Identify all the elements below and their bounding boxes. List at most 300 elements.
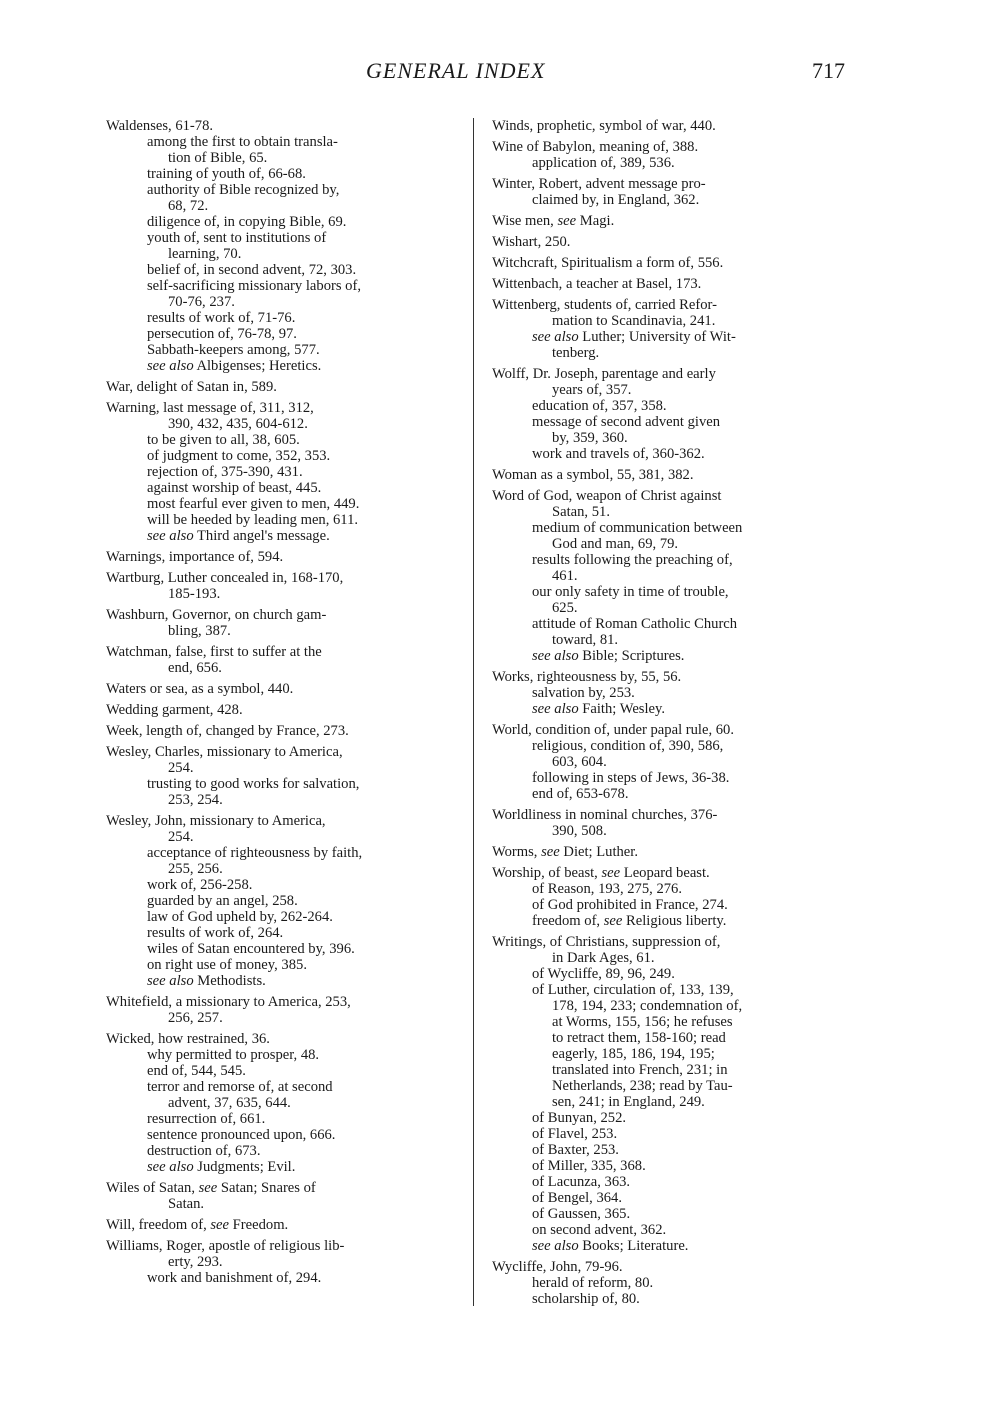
index-entry bbox=[106, 549, 461, 565]
index-entry bbox=[106, 1238, 461, 1286]
index-text: why permitted to prosper, 48. bbox=[147, 1047, 320, 1063]
index-text: application of, 389, 536. bbox=[532, 155, 675, 171]
index-line bbox=[492, 504, 849, 520]
index-text: Netherlands, 238; read by Tau- bbox=[552, 1078, 733, 1094]
index-text: Judgments; Evil. bbox=[193, 1159, 296, 1175]
index-text: Satan; Snares of bbox=[217, 1180, 316, 1196]
index-text: belief of, in second advent, 72, 303. bbox=[147, 262, 357, 278]
index-entry bbox=[106, 118, 461, 374]
index-line bbox=[492, 255, 849, 271]
index-text: training of youth of, 66-68. bbox=[147, 166, 306, 182]
index-line bbox=[106, 644, 461, 660]
index-line bbox=[106, 1180, 461, 1196]
index-line bbox=[492, 616, 849, 632]
index-line bbox=[106, 198, 461, 214]
index-text: to be given to all, 38, 605. bbox=[147, 432, 300, 448]
index-line bbox=[106, 957, 461, 973]
index-text: tenberg. bbox=[552, 345, 600, 361]
index-column-left bbox=[106, 118, 461, 1291]
index-text: Luther; University of Wit- bbox=[578, 329, 736, 345]
index-line bbox=[106, 166, 461, 182]
index-text: self-sacrificing missionary labors of, bbox=[147, 278, 361, 294]
index-line bbox=[106, 760, 461, 776]
index-line bbox=[492, 313, 849, 329]
index-line bbox=[492, 297, 849, 313]
index-text: of Gaussen, 365. bbox=[532, 1206, 631, 1222]
index-text: destruction of, 673. bbox=[147, 1143, 261, 1159]
index-line bbox=[492, 1094, 849, 1110]
index-column-right bbox=[492, 118, 849, 1312]
index-text: 254. bbox=[168, 829, 194, 845]
index-entry bbox=[106, 1180, 461, 1212]
index-text: toward, 81. bbox=[552, 632, 619, 648]
index-text: Wartburg, Luther concealed in, 168-170, bbox=[106, 570, 344, 586]
cross-reference-label: see also bbox=[532, 701, 579, 717]
index-line bbox=[492, 1142, 849, 1158]
index-line bbox=[106, 294, 461, 310]
index-text: following in steps of Jews, 36-38. bbox=[532, 770, 730, 786]
index-text: Whitefield, a missionary to America, 253, bbox=[106, 994, 351, 1010]
index-text: eagerly, 185, 186, 194, 195; bbox=[552, 1046, 715, 1062]
index-line bbox=[106, 1238, 461, 1254]
index-text: by, 359, 360. bbox=[552, 430, 628, 446]
index-text: Wiles of Satan, bbox=[106, 1180, 195, 1196]
index-text: Warning, last message of, 311, 312, bbox=[106, 400, 314, 416]
index-line bbox=[106, 310, 461, 326]
cross-reference-label: see also bbox=[147, 973, 194, 989]
index-text: Winds, prophetic, symbol of war, 440. bbox=[492, 118, 716, 134]
index-text: trusting to good works for salvation, bbox=[147, 776, 360, 792]
index-line bbox=[492, 844, 849, 860]
index-text: Freedom. bbox=[229, 1217, 289, 1233]
index-text: Magi. bbox=[576, 213, 615, 229]
cross-reference-label: see bbox=[597, 865, 621, 881]
index-text: advent, 37, 635, 644. bbox=[168, 1095, 291, 1111]
index-line bbox=[106, 1047, 461, 1063]
index-line bbox=[492, 1238, 849, 1254]
index-line bbox=[106, 660, 461, 676]
index-line bbox=[492, 446, 849, 462]
index-line bbox=[106, 1127, 461, 1143]
index-line bbox=[106, 1079, 461, 1095]
index-line bbox=[106, 342, 461, 358]
index-line bbox=[106, 893, 461, 909]
index-text: 625. bbox=[552, 600, 578, 616]
index-line bbox=[106, 118, 461, 134]
index-text: of Baxter, 253. bbox=[532, 1142, 619, 1158]
index-text: Watchman, false, first to suffer at the bbox=[106, 644, 322, 660]
index-text: Sabbath-keepers among, 577. bbox=[147, 342, 320, 358]
index-text: Wicked, how restrained, 36. bbox=[106, 1031, 270, 1047]
index-text: to retract them, 158-160; read bbox=[552, 1030, 726, 1046]
index-text: Wesley, Charles, missionary to America, bbox=[106, 744, 343, 760]
index-text: 68, 72. bbox=[168, 198, 209, 214]
index-text: terror and remorse of, at second bbox=[147, 1079, 333, 1095]
index-line bbox=[492, 329, 849, 345]
index-line bbox=[106, 586, 461, 602]
index-text: Waters or sea, as a symbol, 440. bbox=[106, 681, 294, 697]
index-line bbox=[106, 262, 461, 278]
index-text: World, condition of, under papal rule, 60. bbox=[492, 722, 734, 738]
index-line bbox=[492, 382, 849, 398]
index-line bbox=[106, 230, 461, 246]
index-line bbox=[106, 496, 461, 512]
index-text: end, 656. bbox=[168, 660, 222, 676]
index-line bbox=[492, 722, 849, 738]
index-text: herald of reform, 80. bbox=[532, 1275, 654, 1291]
index-entry bbox=[106, 1031, 461, 1175]
index-line bbox=[492, 1222, 849, 1238]
index-entry bbox=[492, 844, 849, 860]
index-line bbox=[106, 448, 461, 464]
index-text: Woman as a symbol, 55, 381, 382. bbox=[492, 467, 694, 483]
index-entry bbox=[492, 807, 849, 839]
column-divider bbox=[473, 118, 474, 1306]
index-line bbox=[492, 632, 849, 648]
index-text: Faith; Wesley. bbox=[578, 701, 666, 717]
index-text: Wine of Babylon, meaning of, 388. bbox=[492, 139, 699, 155]
index-line bbox=[106, 994, 461, 1010]
index-line bbox=[106, 379, 461, 395]
index-text: sentence pronounced upon, 666. bbox=[147, 1127, 336, 1143]
index-entry bbox=[492, 934, 849, 1254]
index-text: Wise men, bbox=[492, 213, 554, 229]
index-line bbox=[106, 549, 461, 565]
index-entry bbox=[492, 669, 849, 717]
index-text: Albigenses; Heretics. bbox=[193, 358, 322, 374]
index-line bbox=[492, 807, 849, 823]
index-text: persecution of, 76-78, 97. bbox=[147, 326, 297, 342]
index-entry bbox=[492, 139, 849, 171]
index-entry bbox=[492, 297, 849, 361]
index-line bbox=[492, 966, 849, 982]
index-line bbox=[106, 464, 461, 480]
index-text: of Flavel, 253. bbox=[532, 1126, 618, 1142]
index-line bbox=[492, 913, 849, 929]
index-text: work of, 256-258. bbox=[147, 877, 253, 893]
index-line bbox=[106, 326, 461, 342]
index-entry bbox=[492, 276, 849, 292]
index-line bbox=[492, 1158, 849, 1174]
index-text: Wolff, Dr. Joseph, parentage and early bbox=[492, 366, 716, 382]
index-text: attitude of Roman Catholic Church bbox=[532, 616, 738, 632]
index-line bbox=[106, 813, 461, 829]
page-header bbox=[0, 58, 1000, 88]
index-line bbox=[106, 702, 461, 718]
index-entry bbox=[492, 1259, 849, 1307]
index-text: law of God upheld by, 262-264. bbox=[147, 909, 333, 925]
cross-reference-label: see bbox=[537, 844, 560, 860]
index-line bbox=[492, 430, 849, 446]
index-line bbox=[492, 738, 849, 754]
index-text: Week, length of, changed by France, 273. bbox=[106, 723, 349, 739]
index-text: education of, 357, 358. bbox=[532, 398, 667, 414]
index-line bbox=[492, 1174, 849, 1190]
index-line bbox=[492, 520, 849, 536]
index-text: rejection of, 375-390, 431. bbox=[147, 464, 303, 480]
index-text: Bible; Scriptures. bbox=[578, 648, 685, 664]
index-text: on second advent, 362. bbox=[532, 1222, 667, 1238]
index-line bbox=[492, 897, 849, 913]
index-text: will be heeded by leading men, 611. bbox=[147, 512, 359, 528]
index-line bbox=[106, 246, 461, 262]
index-line bbox=[492, 398, 849, 414]
index-line bbox=[106, 1111, 461, 1127]
index-text: Worship, of beast, bbox=[492, 865, 598, 881]
index-text: Third angel's message. bbox=[193, 528, 330, 544]
index-line bbox=[106, 1143, 461, 1159]
index-text: Witchcraft, Spiritualism a form of, 556. bbox=[492, 255, 724, 271]
index-entry bbox=[106, 570, 461, 602]
index-entry bbox=[106, 1217, 461, 1233]
index-text: Wesley, John, missionary to America, bbox=[106, 813, 326, 829]
index-line bbox=[106, 570, 461, 586]
index-line bbox=[492, 1206, 849, 1222]
index-line bbox=[492, 155, 849, 171]
index-line bbox=[492, 139, 849, 155]
index-text: of Luther, circulation of, 133, 139, bbox=[532, 982, 734, 998]
index-text: Warnings, importance of, 594. bbox=[106, 549, 284, 565]
index-line bbox=[492, 234, 849, 250]
index-entry bbox=[492, 118, 849, 134]
index-entry bbox=[106, 994, 461, 1026]
index-entry bbox=[106, 644, 461, 676]
index-text: Wishart, 250. bbox=[492, 234, 571, 250]
index-line bbox=[492, 685, 849, 701]
index-text: end of, 653-678. bbox=[532, 786, 629, 802]
index-text: results of work of, 71-76. bbox=[147, 310, 296, 326]
index-line bbox=[106, 182, 461, 198]
index-line bbox=[492, 1030, 849, 1046]
index-text: results of work of, 264. bbox=[147, 925, 284, 941]
index-line bbox=[492, 950, 849, 966]
index-text: Leopard beast. bbox=[620, 865, 710, 881]
index-line bbox=[492, 701, 849, 717]
index-entry bbox=[106, 813, 461, 989]
index-line bbox=[492, 192, 849, 208]
index-text: results following the preaching of, bbox=[532, 552, 733, 568]
index-line bbox=[106, 723, 461, 739]
index-line bbox=[106, 973, 461, 989]
index-line bbox=[106, 134, 461, 150]
index-line bbox=[106, 681, 461, 697]
index-text: of Lacunza, 363. bbox=[532, 1174, 631, 1190]
index-entry bbox=[492, 234, 849, 250]
index-text: resurrection of, 661. bbox=[147, 1111, 266, 1127]
index-line bbox=[106, 512, 461, 528]
index-text: erty, 293. bbox=[168, 1254, 223, 1270]
index-line bbox=[492, 552, 849, 568]
index-line bbox=[492, 536, 849, 552]
cross-reference-label: see also bbox=[532, 1238, 579, 1254]
index-text: of judgment to come, 352, 353. bbox=[147, 448, 331, 464]
index-line bbox=[492, 786, 849, 802]
index-line bbox=[492, 1110, 849, 1126]
index-line bbox=[492, 276, 849, 292]
index-entry bbox=[106, 681, 461, 697]
index-line bbox=[106, 1010, 461, 1026]
index-text: mation to Scandinavia, 241. bbox=[552, 313, 716, 329]
index-entry bbox=[106, 607, 461, 639]
index-line bbox=[492, 118, 849, 134]
index-entry bbox=[106, 723, 461, 739]
index-text: against worship of beast, 445. bbox=[147, 480, 322, 496]
index-text: scholarship of, 80. bbox=[532, 1291, 640, 1307]
index-text: Wedding garment, 428. bbox=[106, 702, 243, 718]
index-text: Washburn, Governor, on church gam- bbox=[106, 607, 327, 623]
cross-reference-label: see also bbox=[147, 528, 194, 544]
index-text: sen, 241; in England, 249. bbox=[552, 1094, 705, 1110]
index-entry bbox=[106, 744, 461, 808]
index-text: 254. bbox=[168, 760, 194, 776]
index-line bbox=[106, 1031, 461, 1047]
index-line bbox=[106, 744, 461, 760]
index-text: guarded by an angel, 258. bbox=[147, 893, 298, 909]
index-text: medium of communication between bbox=[532, 520, 743, 536]
index-line bbox=[492, 669, 849, 685]
index-text: of Wycliffe, 89, 96, 249. bbox=[532, 966, 675, 982]
index-text: tion of Bible, 65. bbox=[168, 150, 268, 166]
index-line bbox=[492, 568, 849, 584]
index-line bbox=[492, 1014, 849, 1030]
index-text: 178, 194, 233; condemnation of, bbox=[552, 998, 743, 1014]
index-text: Writings, of Christians, suppression of, bbox=[492, 934, 721, 950]
index-text: Satan. bbox=[168, 1196, 205, 1212]
index-text: authority of Bible recognized by, bbox=[147, 182, 340, 198]
index-text: most fearful ever given to men, 449. bbox=[147, 496, 360, 512]
index-text: of Reason, 193, 275, 276. bbox=[532, 881, 682, 897]
index-text: salvation by, 253. bbox=[532, 685, 635, 701]
index-entry bbox=[492, 213, 849, 229]
index-entry bbox=[492, 255, 849, 271]
running-title: GENERAL INDEX bbox=[366, 58, 546, 83]
index-text: Books; Literature. bbox=[578, 1238, 689, 1254]
index-text: Worldliness in nominal churches, 376- bbox=[492, 807, 718, 823]
index-line bbox=[106, 1159, 461, 1175]
index-text: Wycliffe, John, 79-96. bbox=[492, 1259, 623, 1275]
index-line bbox=[106, 861, 461, 877]
index-line bbox=[106, 607, 461, 623]
index-line bbox=[106, 1063, 461, 1079]
index-entry bbox=[492, 467, 849, 483]
index-line bbox=[106, 528, 461, 544]
index-text: diligence of, in copying Bible, 69. bbox=[147, 214, 347, 230]
index-line bbox=[106, 1196, 461, 1212]
index-text: freedom of, bbox=[532, 913, 601, 929]
index-text: 185-193. bbox=[168, 586, 221, 602]
index-line bbox=[492, 584, 849, 600]
index-line bbox=[492, 1190, 849, 1206]
index-line bbox=[106, 480, 461, 496]
index-line bbox=[492, 1126, 849, 1142]
index-text: 70-76, 237. bbox=[168, 294, 235, 310]
index-line bbox=[492, 934, 849, 950]
index-line bbox=[492, 467, 849, 483]
index-line bbox=[492, 1062, 849, 1078]
index-entry bbox=[106, 379, 461, 395]
index-line bbox=[492, 176, 849, 192]
index-text: wiles of Satan encountered by, 396. bbox=[147, 941, 355, 957]
index-text: 390, 508. bbox=[552, 823, 607, 839]
index-text: 253, 254. bbox=[168, 792, 223, 808]
index-text: at Worms, 155, 156; he refuses bbox=[552, 1014, 733, 1030]
index-text: claimed by, in England, 362. bbox=[532, 192, 700, 208]
index-line bbox=[106, 416, 461, 432]
index-text: Wittenbach, a teacher at Basel, 173. bbox=[492, 276, 702, 292]
index-line bbox=[106, 278, 461, 294]
index-line bbox=[106, 150, 461, 166]
index-text: Satan, 51. bbox=[552, 504, 610, 520]
index-text: Methodists. bbox=[193, 973, 266, 989]
index-entry bbox=[492, 176, 849, 208]
index-text: of Bengel, 364. bbox=[532, 1190, 622, 1206]
cross-reference-label: see also bbox=[147, 358, 194, 374]
index-entry bbox=[492, 865, 849, 929]
index-text: 603, 604. bbox=[552, 754, 607, 770]
cross-reference-label: see bbox=[206, 1217, 230, 1233]
index-line bbox=[492, 648, 849, 664]
cross-reference-label: see bbox=[553, 213, 577, 229]
index-text: translated into French, 231; in bbox=[552, 1062, 728, 1078]
index-entry bbox=[492, 366, 849, 462]
index-entry bbox=[492, 488, 849, 664]
index-text: Williams, Roger, apostle of religious lib- bbox=[106, 1238, 345, 1254]
index-text: of Miller, 335, 368. bbox=[532, 1158, 646, 1174]
index-line bbox=[492, 1078, 849, 1094]
index-text: in Dark Ages, 61. bbox=[552, 950, 655, 966]
index-line bbox=[106, 877, 461, 893]
index-line bbox=[106, 1254, 461, 1270]
index-text: 255, 256. bbox=[168, 861, 223, 877]
index-text: work and travels of, 360-362. bbox=[532, 446, 705, 462]
index-line bbox=[492, 488, 849, 504]
index-line bbox=[106, 358, 461, 374]
index-line bbox=[492, 1275, 849, 1291]
index-line bbox=[106, 845, 461, 861]
index-text: learning, 70. bbox=[168, 246, 242, 262]
index-text: Waldenses, 61-78. bbox=[106, 118, 214, 134]
index-text: of God prohibited in France, 274. bbox=[532, 897, 728, 913]
index-line bbox=[492, 1046, 849, 1062]
index-text: God and man, 69, 79. bbox=[552, 536, 679, 552]
index-text: work and banishment of, 294. bbox=[147, 1270, 322, 1286]
index-line bbox=[106, 1095, 461, 1111]
index-line bbox=[106, 1270, 461, 1286]
index-entry bbox=[106, 702, 461, 718]
index-text: War, delight of Satan in, 589. bbox=[106, 379, 277, 395]
index-line bbox=[492, 600, 849, 616]
index-line bbox=[492, 345, 849, 361]
index-text: Worms, bbox=[492, 844, 538, 860]
index-text: end of, 544, 545. bbox=[147, 1063, 246, 1079]
index-text: bling, 387. bbox=[168, 623, 231, 639]
index-line bbox=[492, 881, 849, 897]
index-entry bbox=[492, 722, 849, 802]
index-text: Works, righteousness by, 55, 56. bbox=[492, 669, 682, 685]
index-line bbox=[106, 1217, 461, 1233]
index-text: Winter, Robert, advent message pro- bbox=[492, 176, 706, 192]
index-line bbox=[106, 623, 461, 639]
index-text: on right use of money, 385. bbox=[147, 957, 307, 973]
index-entry bbox=[106, 400, 461, 544]
index-text: Diet; Luther. bbox=[559, 844, 638, 860]
index-text: message of second advent given bbox=[532, 414, 721, 430]
index-text: 390, 432, 435, 604-612. bbox=[168, 416, 308, 432]
index-text: years of, 357. bbox=[552, 382, 632, 398]
index-line bbox=[492, 982, 849, 998]
cross-reference-label: see bbox=[600, 913, 623, 929]
cross-reference-label: see also bbox=[532, 329, 579, 345]
